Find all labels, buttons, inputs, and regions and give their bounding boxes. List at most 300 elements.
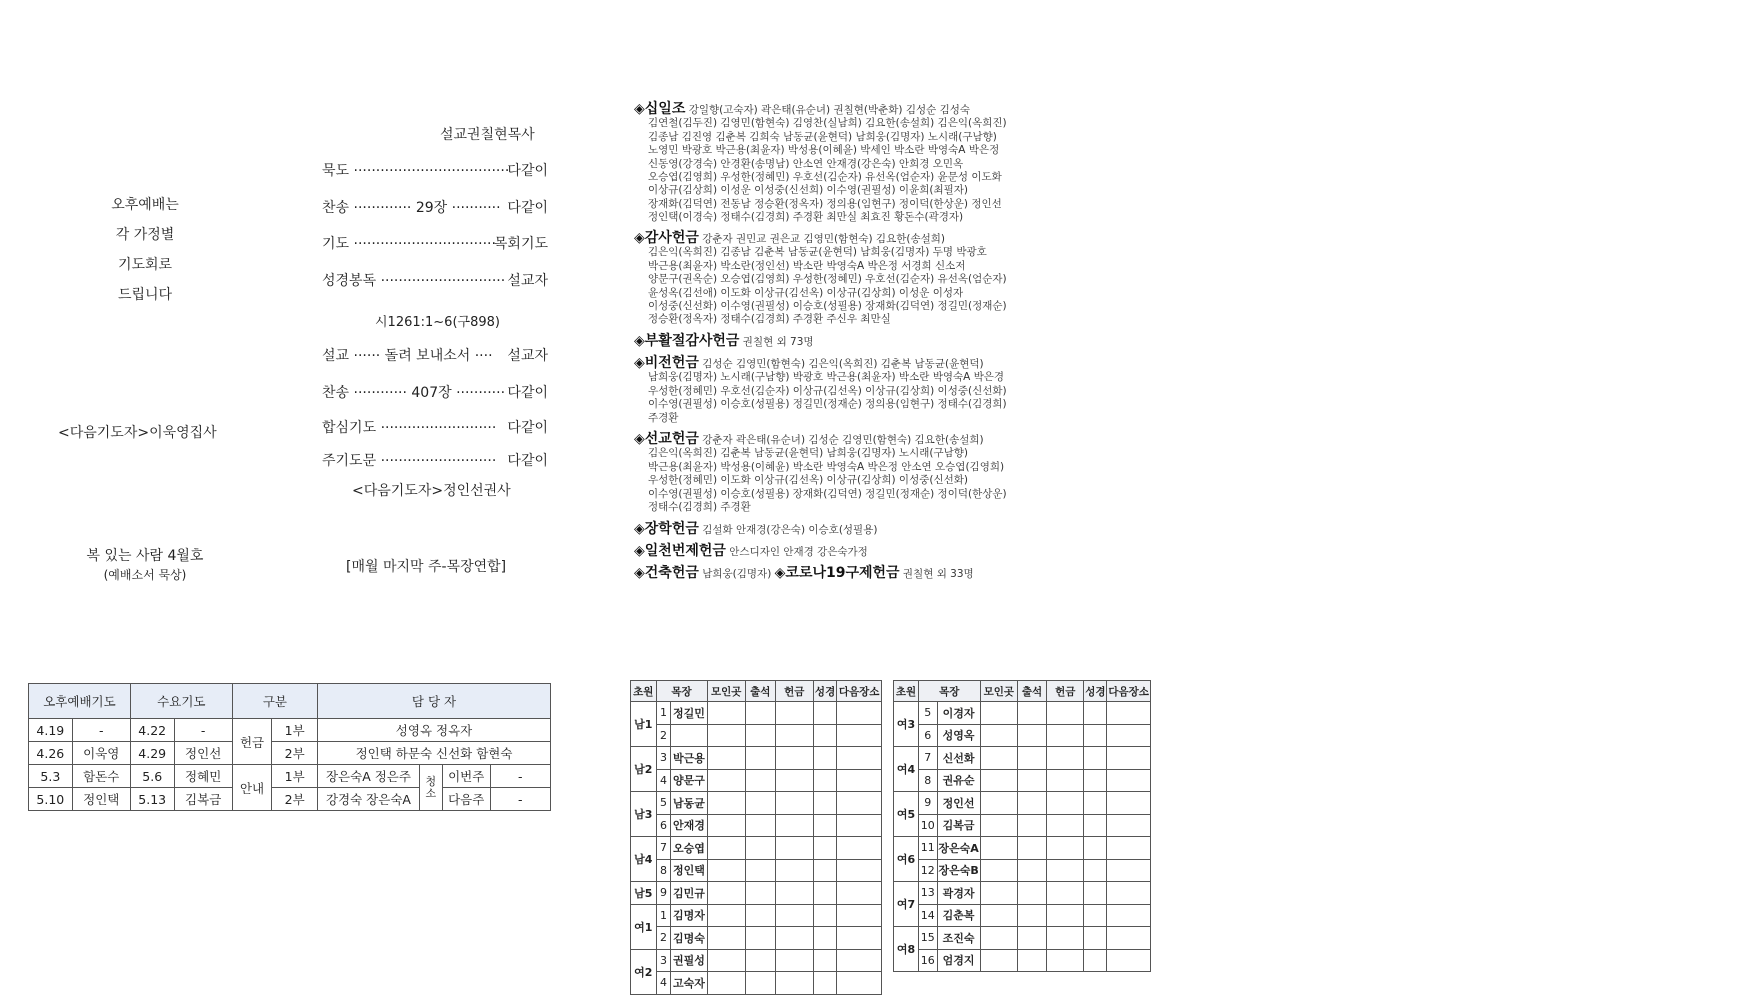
attendance-entry-cell[interactable] xyxy=(813,882,836,905)
attendance-group: 남2 xyxy=(631,747,657,792)
attendance-entry-cell[interactable] xyxy=(813,972,836,995)
attendance-number: 7 xyxy=(918,747,937,770)
attendance-entry-cell[interactable] xyxy=(813,747,836,770)
attendance-entry-cell[interactable] xyxy=(837,792,882,815)
attendance-entry-cell[interactable] xyxy=(813,904,836,927)
attendance-row xyxy=(894,724,1151,747)
offering-title: 비전헌금 xyxy=(644,355,699,371)
offering-line: 이수영(권필성) 이승호(성필용) 정길민(정재순) 정의용(임현구) 정태수(김경희) xyxy=(648,398,1007,411)
attendance-entry-cell[interactable] xyxy=(1018,904,1047,927)
attendance-entry-cell[interactable] xyxy=(837,927,882,950)
attendance-leader: 권필성 xyxy=(671,949,707,972)
attendance-entry-cell[interactable] xyxy=(775,927,813,950)
duty-cell: 이욱영 xyxy=(72,742,130,765)
attendance-entry-cell[interactable] xyxy=(980,882,1017,905)
attendance-entry-cell[interactable] xyxy=(1018,859,1047,882)
duty-cell: 다음주 xyxy=(442,788,490,811)
attendance-header-row xyxy=(631,681,882,702)
offering-text: 김설화 안재경(강은숙) 이승호(성필용) xyxy=(702,524,878,536)
attendance-entry-cell[interactable] xyxy=(707,814,745,837)
attendance-table-right xyxy=(893,680,1151,972)
attendance-entry-cell[interactable] xyxy=(837,972,882,995)
attendance-entry-cell[interactable] xyxy=(775,724,813,747)
attendance-entry-cell[interactable] xyxy=(1018,882,1047,905)
attendance-entry-cell[interactable] xyxy=(745,949,775,972)
attendance-entry-cell[interactable] xyxy=(1084,882,1107,905)
prayer-notice-line: 각 가정별 xyxy=(115,227,175,243)
attendance-leader: 오승엽 xyxy=(671,837,707,860)
duty-cell: - xyxy=(174,719,232,742)
attendance-number: 1 xyxy=(656,904,671,927)
offering-line: 장재화(김덕연) 전동남 정승환(정옥자) 정의용(임현구) 정이덕(한상운) 정인선 xyxy=(648,197,1002,210)
attendance-entry-cell[interactable] xyxy=(745,702,775,725)
attendance-number: 8 xyxy=(918,769,937,792)
attendance-entry-cell[interactable] xyxy=(813,837,836,860)
attendance-entry-cell[interactable] xyxy=(1084,949,1107,972)
attendance-row xyxy=(894,769,1151,792)
attendance-entry-cell[interactable] xyxy=(1107,927,1151,950)
duty-cell: 정혜민 xyxy=(174,765,232,788)
attendance-number: 12 xyxy=(918,859,937,882)
monthly-note: [매월 마지막 주-목장연합] xyxy=(346,559,507,575)
attendance-entry-cell[interactable] xyxy=(1047,702,1084,725)
attendance-group: 여1 xyxy=(631,904,657,949)
offering-title: 선교헌금 xyxy=(644,431,699,447)
attendance-entry-cell[interactable] xyxy=(813,949,836,972)
order-right: 다같이 xyxy=(507,200,548,216)
attendance-entry-cell[interactable] xyxy=(1047,904,1084,927)
attendance-entry-cell[interactable] xyxy=(707,792,745,815)
order-label: 기도 xyxy=(322,236,350,252)
attendance-entry-cell[interactable] xyxy=(707,972,745,995)
attendance-number: 16 xyxy=(918,949,937,972)
attendance-entry-cell[interactable] xyxy=(707,747,745,770)
attendance-group: 여3 xyxy=(894,702,919,747)
attendance-entry-cell[interactable] xyxy=(1107,949,1151,972)
offering-line: 김종남 김진영 김춘복 김희숙 남동균(윤현덕) 남희웅(김명자) 노시래(구남향) xyxy=(648,130,997,143)
next-prayer-left: <다음기도자>이욱영집사 xyxy=(58,425,217,441)
attendance-entry-cell[interactable] xyxy=(1047,724,1084,747)
preacher: 설교권칠현목사 xyxy=(440,127,535,143)
attendance-group: 여7 xyxy=(894,882,919,927)
attendance-leader: 곽경자 xyxy=(937,882,980,905)
order-lords-prayer: 주기도문 ·························· 다같이 xyxy=(322,450,548,470)
duty-cell: 4.26 xyxy=(29,742,73,765)
attendance-entry-cell[interactable] xyxy=(745,904,775,927)
offering-line: 박근용(최윤자) 박소란(정인선) 박소란 박영숙A 박은정 서경희 신소저 xyxy=(648,259,966,272)
prayer-notice-line: 기도회로 xyxy=(117,257,173,273)
attendance-entry-cell[interactable] xyxy=(1047,792,1084,815)
attendance-entry-cell[interactable] xyxy=(1107,904,1151,927)
offering-line: 강일향(고숙자) 곽은태(유순녀) 권칠현(박춘화) 김성순 김성숙 xyxy=(688,104,971,116)
attendance-row xyxy=(894,814,1151,837)
duty-cell: 1부 xyxy=(272,765,318,788)
attendance-entry-cell[interactable] xyxy=(1018,927,1047,950)
offering-line: 이성중(신선화) 이수영(권필성) 이승호(성필용) 장재화(김덕연) 정길민(정재순) xyxy=(648,300,1007,313)
duty-row xyxy=(29,719,551,742)
order-right: 다같이 xyxy=(507,453,548,469)
duty-cell: 1부 xyxy=(272,719,318,742)
order-prayer: 기도 ································ 목회기도 xyxy=(322,233,548,253)
offering-title: 건축헌금 xyxy=(644,565,699,581)
attendance-entry-cell[interactable] xyxy=(1107,792,1151,815)
attendance-entry-cell[interactable] xyxy=(1107,859,1151,882)
order-label: 찬송 xyxy=(322,385,350,401)
attendance-row xyxy=(894,904,1151,927)
attendance-entry-cell[interactable] xyxy=(980,702,1017,725)
attendance-number: 3 xyxy=(656,747,671,770)
attendance-number: 13 xyxy=(918,882,937,905)
attendance-entry-cell[interactable] xyxy=(775,792,813,815)
attendance-table-left xyxy=(630,680,882,995)
duty-cell: - xyxy=(490,765,550,788)
order-label: 찬송 xyxy=(322,200,350,216)
attendance-entry-cell[interactable] xyxy=(1084,702,1107,725)
attendance-entry-cell[interactable] xyxy=(745,814,775,837)
attendance-number: 14 xyxy=(918,904,937,927)
attendance-entry-cell[interactable] xyxy=(1047,814,1084,837)
duty-table xyxy=(28,683,551,811)
attendance-header: 성경 xyxy=(1084,681,1107,702)
order-label: 묵도 xyxy=(322,163,350,179)
offering-line: 김성순 김영민(함현숙) 김은익(옥희진) 김춘복 남동균(윤현덕) xyxy=(702,358,984,370)
attendance-row xyxy=(631,747,882,770)
duty-header: 수요기도 xyxy=(130,684,232,719)
offering-line: 김은익(옥희진) 김춘복 남동균(윤현덕) 남희웅(김명자) 노시래(구남향) xyxy=(648,447,968,460)
attendance-entry-cell[interactable] xyxy=(1047,882,1084,905)
attendance-number: 2 xyxy=(656,724,671,747)
attendance-row xyxy=(631,837,882,860)
attendance-entry-cell[interactable] xyxy=(837,882,882,905)
offering-text: 권칠현 외 33명 xyxy=(902,568,974,580)
attendance-row xyxy=(631,859,882,882)
attendance-entry-cell[interactable] xyxy=(775,972,813,995)
attendance-leader xyxy=(671,724,707,747)
attendance-entry-cell[interactable] xyxy=(813,927,836,950)
attendance-entry-cell[interactable] xyxy=(1084,814,1107,837)
attendance-header: 다음장소 xyxy=(1107,681,1151,702)
attendance-entry-cell[interactable] xyxy=(707,904,745,927)
attendance-row xyxy=(894,792,1151,815)
offering-line: 이수영(권필성) 이승호(성필용) 장재화(김덕연) 정길민(정재순) 정이덕(한상운) xyxy=(648,487,1007,500)
attendance-leader: 김명숙 xyxy=(671,927,707,950)
order-scripture: 시1261:1~6(구898) xyxy=(375,315,500,330)
attendance-leader: 이경자 xyxy=(937,702,980,725)
attendance-entry-cell[interactable] xyxy=(980,927,1017,950)
attendance-entry-cell[interactable] xyxy=(1047,927,1084,950)
attendance-entry-cell[interactable] xyxy=(745,792,775,815)
order-unison: 합심기도 ·························· 다같이 xyxy=(322,417,548,437)
attendance-entry-cell[interactable] xyxy=(1084,792,1107,815)
order-right: 목회기도 xyxy=(493,236,548,252)
attendance-row xyxy=(631,702,882,725)
attendance-header: 목장 xyxy=(918,681,980,702)
attendance-entry-cell[interactable] xyxy=(1107,747,1151,770)
duty-cell: 5.10 xyxy=(29,788,73,811)
next-prayer-right: <다음기도자>정인선권사 xyxy=(352,483,511,499)
attendance-entry-cell[interactable] xyxy=(813,702,836,725)
attendance-header: 헌금 xyxy=(775,681,813,702)
offering-title: 부활절감사헌금 xyxy=(644,333,740,349)
duty-group: 헌금 xyxy=(232,719,272,765)
attendance-entry-cell[interactable] xyxy=(707,724,745,747)
attendance-row xyxy=(631,972,882,995)
attendance-entry-cell[interactable] xyxy=(1018,814,1047,837)
order-chanson2: 찬송 ············ 407장 ··········· 다같이 xyxy=(322,382,548,402)
order-chanson1: 찬송 ············· 29장 ··········· 다같이 xyxy=(322,197,548,217)
attendance-entry-cell[interactable] xyxy=(1018,702,1047,725)
order-label: 합심기도 xyxy=(322,420,377,436)
attendance-entry-cell[interactable] xyxy=(707,927,745,950)
attendance-entry-cell[interactable] xyxy=(1018,949,1047,972)
duty-cell: 정인선 xyxy=(174,742,232,765)
attendance-entry-cell[interactable] xyxy=(980,837,1017,860)
attendance-entry-cell[interactable] xyxy=(775,702,813,725)
order-right: 다같이 xyxy=(507,385,548,401)
attendance-entry-cell[interactable] xyxy=(980,724,1017,747)
blessed-subtitle: (예배소서 묵상) xyxy=(103,568,187,582)
attendance-entry-cell[interactable] xyxy=(813,792,836,815)
attendance-entry-cell[interactable] xyxy=(1084,724,1107,747)
duty-cell: 정인택 xyxy=(72,788,130,811)
duty-cell: 2부 xyxy=(272,742,318,765)
attendance-entry-cell[interactable] xyxy=(745,769,775,792)
attendance-entry-cell[interactable] xyxy=(837,949,882,972)
offering-line: 양문구(권옥순) 오승엽(김영희) 우성한(정혜민) 우호선(김순자) 유선옥(엄순자) xyxy=(648,273,1007,286)
attendance-entry-cell[interactable] xyxy=(1047,859,1084,882)
attendance-entry-cell[interactable] xyxy=(837,904,882,927)
attendance-entry-cell[interactable] xyxy=(1018,837,1047,860)
attendance-number: 3 xyxy=(656,949,671,972)
attendance-entry-cell[interactable] xyxy=(837,814,882,837)
attendance-number: 9 xyxy=(656,882,671,905)
attendance-entry-cell[interactable] xyxy=(837,702,882,725)
attendance-entry-cell[interactable] xyxy=(1047,769,1084,792)
attendance-row xyxy=(631,814,882,837)
offering-title: 장학헌금 xyxy=(644,521,699,537)
attendance-row xyxy=(894,927,1151,950)
attendance-entry-cell[interactable] xyxy=(1047,949,1084,972)
attendance-entry-cell[interactable] xyxy=(707,859,745,882)
attendance-entry-cell[interactable] xyxy=(837,769,882,792)
attendance-entry-cell[interactable] xyxy=(980,769,1017,792)
attendance-entry-cell[interactable] xyxy=(1018,747,1047,770)
attendance-entry-cell[interactable] xyxy=(980,859,1017,882)
attendance-entry-cell[interactable] xyxy=(1084,837,1107,860)
attendance-row xyxy=(894,837,1151,860)
offering-title: 감사헌금 xyxy=(644,230,699,246)
attendance-entry-cell[interactable] xyxy=(837,747,882,770)
attendance-row xyxy=(631,904,882,927)
attendance-header: 헌금 xyxy=(1047,681,1084,702)
offering-line: 주경환 xyxy=(648,411,679,424)
duty-cell: 4.29 xyxy=(130,742,174,765)
attendance-group: 남3 xyxy=(631,792,657,837)
attendance-group: 남1 xyxy=(631,702,657,747)
offering-line: 남희웅(김명자) 노시래(구남향) 박광호 박근용(최윤자) 박소란 박영숙A 박은경 xyxy=(648,371,1005,384)
offering-line: 정승환(정옥자) 정태수(김경희) 주경환 주신우 최만실 xyxy=(648,313,891,326)
duty-cell: 성영옥 정옥자 xyxy=(318,719,551,742)
attendance-entry-cell[interactable] xyxy=(707,837,745,860)
attendance-group: 여6 xyxy=(894,837,919,882)
attendance-entry-cell[interactable] xyxy=(707,882,745,905)
attendance-header: 출석 xyxy=(1018,681,1047,702)
attendance-entry-cell[interactable] xyxy=(1047,747,1084,770)
attendance-header-row xyxy=(894,681,1151,702)
attendance-leader: 신선화 xyxy=(937,747,980,770)
attendance-row xyxy=(894,882,1151,905)
attendance-entry-cell[interactable] xyxy=(775,769,813,792)
attendance-leader: 김민규 xyxy=(671,882,707,905)
attendance-entry-cell[interactable] xyxy=(1018,769,1047,792)
offering-title: 십일조 xyxy=(644,101,686,117)
attendance-entry-cell[interactable] xyxy=(707,702,745,725)
attendance-entry-cell[interactable] xyxy=(775,904,813,927)
offering-line: 우성한(정혜민) 우호선(김순자) 이상규(김선옥) 이상규(김상희) 이성중(신선화) xyxy=(648,384,1007,397)
attendance-entry-cell[interactable] xyxy=(745,859,775,882)
offering-text: 남희웅(김명자) xyxy=(702,568,772,580)
attendance-row xyxy=(631,882,882,905)
attendance-number: 2 xyxy=(656,927,671,950)
attendance-entry-cell[interactable] xyxy=(745,747,775,770)
attendance-entry-cell[interactable] xyxy=(1084,747,1107,770)
duty-cell: 김복금 xyxy=(174,788,232,811)
offering-ilcheon: ◈일천번제헌금 안스디자인 안재경 강은숙가정 xyxy=(634,543,868,559)
attendance-entry-cell[interactable] xyxy=(1107,724,1151,747)
duty-cell: 강경숙 장은숙A xyxy=(318,788,420,811)
attendance-entry-cell[interactable] xyxy=(813,859,836,882)
order-label: 성경봉독 xyxy=(322,273,377,289)
attendance-entry-cell[interactable] xyxy=(813,814,836,837)
attendance-row xyxy=(631,769,882,792)
attendance-entry-cell[interactable] xyxy=(775,747,813,770)
attendance-number: 10 xyxy=(918,814,937,837)
attendance-entry-cell[interactable] xyxy=(980,792,1017,815)
attendance-entry-cell[interactable] xyxy=(745,724,775,747)
duty-cell: 장은숙A 정은주 xyxy=(318,765,420,788)
attendance-entry-cell[interactable] xyxy=(775,859,813,882)
attendance-number: 4 xyxy=(656,972,671,995)
offering-line: 우성한(정혜민) 이도화 이상규(김선옥) 이상규(김상희) 이성중(신선화) xyxy=(648,474,968,487)
attendance-entry-cell[interactable] xyxy=(1084,927,1107,950)
attendance-header: 성경 xyxy=(813,681,836,702)
attendance-entry-cell[interactable] xyxy=(1084,859,1107,882)
attendance-entry-cell[interactable] xyxy=(707,949,745,972)
attendance-number: 7 xyxy=(656,837,671,860)
attendance-leader: 김복금 xyxy=(937,814,980,837)
attendance-row xyxy=(631,949,882,972)
duty-header: 담 당 자 xyxy=(318,684,551,719)
attendance-leader: 정길민 xyxy=(671,702,707,725)
attendance-entry-cell[interactable] xyxy=(1107,882,1151,905)
duty-cell: 정인택 하문숙 신선화 함현숙 xyxy=(318,742,551,765)
offering-line: 신동영(강경숙) 안경환(송명남) 안소연 안재경(강은숙) 안희경 오민옥 xyxy=(648,157,964,170)
attendance-header: 다음장소 xyxy=(837,681,882,702)
attendance-leader: 장은숙B xyxy=(937,859,980,882)
attendance-group: 여8 xyxy=(894,927,919,972)
offering-line: 윤성옥(김선애) 이도화 이상규(김선옥) 이상규(김상희) 이성운 이성자 xyxy=(648,286,964,299)
attendance-entry-cell[interactable] xyxy=(1084,769,1107,792)
attendance-entry-cell[interactable] xyxy=(980,814,1017,837)
attendance-entry-cell[interactable] xyxy=(1107,837,1151,860)
offering-line: 김연철(김두진) 김영민(함현숙) 김영찬(실남희) 김요한(송설희) 김은익(옥희진) xyxy=(648,117,1007,130)
attendance-entry-cell[interactable] xyxy=(1018,792,1047,815)
attendance-leader: 엄경지 xyxy=(937,949,980,972)
attendance-header: 모인곳 xyxy=(707,681,745,702)
duty-cell: 5.3 xyxy=(29,765,73,788)
attendance-number: 11 xyxy=(918,837,937,860)
attendance-entry-cell[interactable] xyxy=(980,747,1017,770)
attendance-number: 15 xyxy=(918,927,937,950)
duty-row xyxy=(29,788,551,811)
duty-group: 안내 xyxy=(232,765,272,811)
attendance-entry-cell[interactable] xyxy=(980,949,1017,972)
attendance-entry-cell[interactable] xyxy=(1107,702,1151,725)
order-mid: 29장 xyxy=(415,200,448,216)
prayer-notice-line: 드립니다 xyxy=(117,287,173,303)
attendance-leader: 성영옥 xyxy=(937,724,980,747)
offering-line: 김은익(옥희진) 김종남 김춘복 남동균(윤현덕) 남희웅(김명자) 두명 박광호 xyxy=(648,246,987,259)
attendance-entry-cell[interactable] xyxy=(1107,769,1151,792)
attendance-header: 초원 xyxy=(894,681,919,702)
attendance-entry-cell[interactable] xyxy=(775,882,813,905)
attendance-leader: 권유순 xyxy=(937,769,980,792)
attendance-entry-cell[interactable] xyxy=(1084,904,1107,927)
attendance-entry-cell[interactable] xyxy=(745,927,775,950)
prayer-notice xyxy=(95,190,195,310)
attendance-entry-cell[interactable] xyxy=(775,949,813,972)
attendance-entry-cell[interactable] xyxy=(1107,814,1151,837)
attendance-entry-cell[interactable] xyxy=(775,814,813,837)
attendance-entry-cell[interactable] xyxy=(980,904,1017,927)
offering-tithe: ◈십일조 강일향(고숙자) 곽은태(유순녀) 권칠현(박춘화) 김성순 김성숙 김연철(김두진) 김영민(함현숙) 김영찬(실남희) 김요한(송설희) 김은익(옥희진) 김종남 김진영 김춘복 김희숙 남동균(윤현덕) 남희웅(김명자) 노시래(구남향) 노영민 박광호 박근용(최윤자) 박성용(이혜윤) 박세인 박소란 박영숙A 박은정 신동영(강경숙) 안경환(송명남) 안소연 안재경(강은숙) 안희경 오민옥 오승엽(김영희) 우성한(정혜민) 우호선(김순자) 유선옥(엄순자) 윤문성 이도화 이상규(김상희) 이성운 이성중(신선희) 이수영(권필성) 이윤희(최필자) 장재화(김덕연) 전동남 정승환(정옥자) 정의용(임현구) 정이덕(한상운) 정인선 정인택(이경숙) 정태수(김경희) 주경환 최만실 최효진 황돈수(곽경자) xyxy=(634,101,1007,224)
duty-header: 오후예배기도 xyxy=(29,684,131,719)
order-mokdo: 묵도 ··································· 다같이 xyxy=(322,160,548,180)
attendance-entry-cell[interactable] xyxy=(837,837,882,860)
attendance-entry-cell[interactable] xyxy=(745,972,775,995)
duty-cell: - xyxy=(72,719,130,742)
attendance-leader: 고숙자 xyxy=(671,972,707,995)
attendance-number: 5 xyxy=(918,702,937,725)
attendance-entry-cell[interactable] xyxy=(837,724,882,747)
attendance-leader: 정인선 xyxy=(937,792,980,815)
attendance-entry-cell[interactable] xyxy=(1018,724,1047,747)
attendance-leader: 박근용 xyxy=(671,747,707,770)
offering-line: 강춘자 권민교 권은교 김영민(함현숙) 김요한(송설희) xyxy=(702,233,945,245)
attendance-entry-cell[interactable] xyxy=(707,769,745,792)
offering-easter: ◈부활절감사헌금 권칠현 외 73명 xyxy=(634,333,814,349)
offering-title: 코로나19구제헌금 xyxy=(785,565,900,581)
attendance-group: 여5 xyxy=(894,792,919,837)
attendance-row xyxy=(631,927,882,950)
attendance-entry-cell[interactable] xyxy=(813,769,836,792)
attendance-entry-cell[interactable] xyxy=(1047,837,1084,860)
offering-line: 이상규(김상희) 이성운 이성중(신선희) 이수영(권필성) 이윤희(최필자) xyxy=(648,184,968,197)
attendance-header: 출석 xyxy=(745,681,775,702)
attendance-entry-cell[interactable] xyxy=(837,859,882,882)
attendance-entry-cell[interactable] xyxy=(813,724,836,747)
order-right: 설교자 xyxy=(507,273,548,289)
attendance-entry-cell[interactable] xyxy=(745,882,775,905)
attendance-header: 목장 xyxy=(656,681,707,702)
duty-cell: 5.6 xyxy=(130,765,174,788)
duty-cell: 이번주 xyxy=(442,765,490,788)
offering-text: 권칠현 외 73명 xyxy=(742,336,814,348)
attendance-group: 남4 xyxy=(631,837,657,882)
duty-cell: 함돈수 xyxy=(72,765,130,788)
attendance-entry-cell[interactable] xyxy=(775,837,813,860)
attendance-entry-cell[interactable] xyxy=(745,837,775,860)
